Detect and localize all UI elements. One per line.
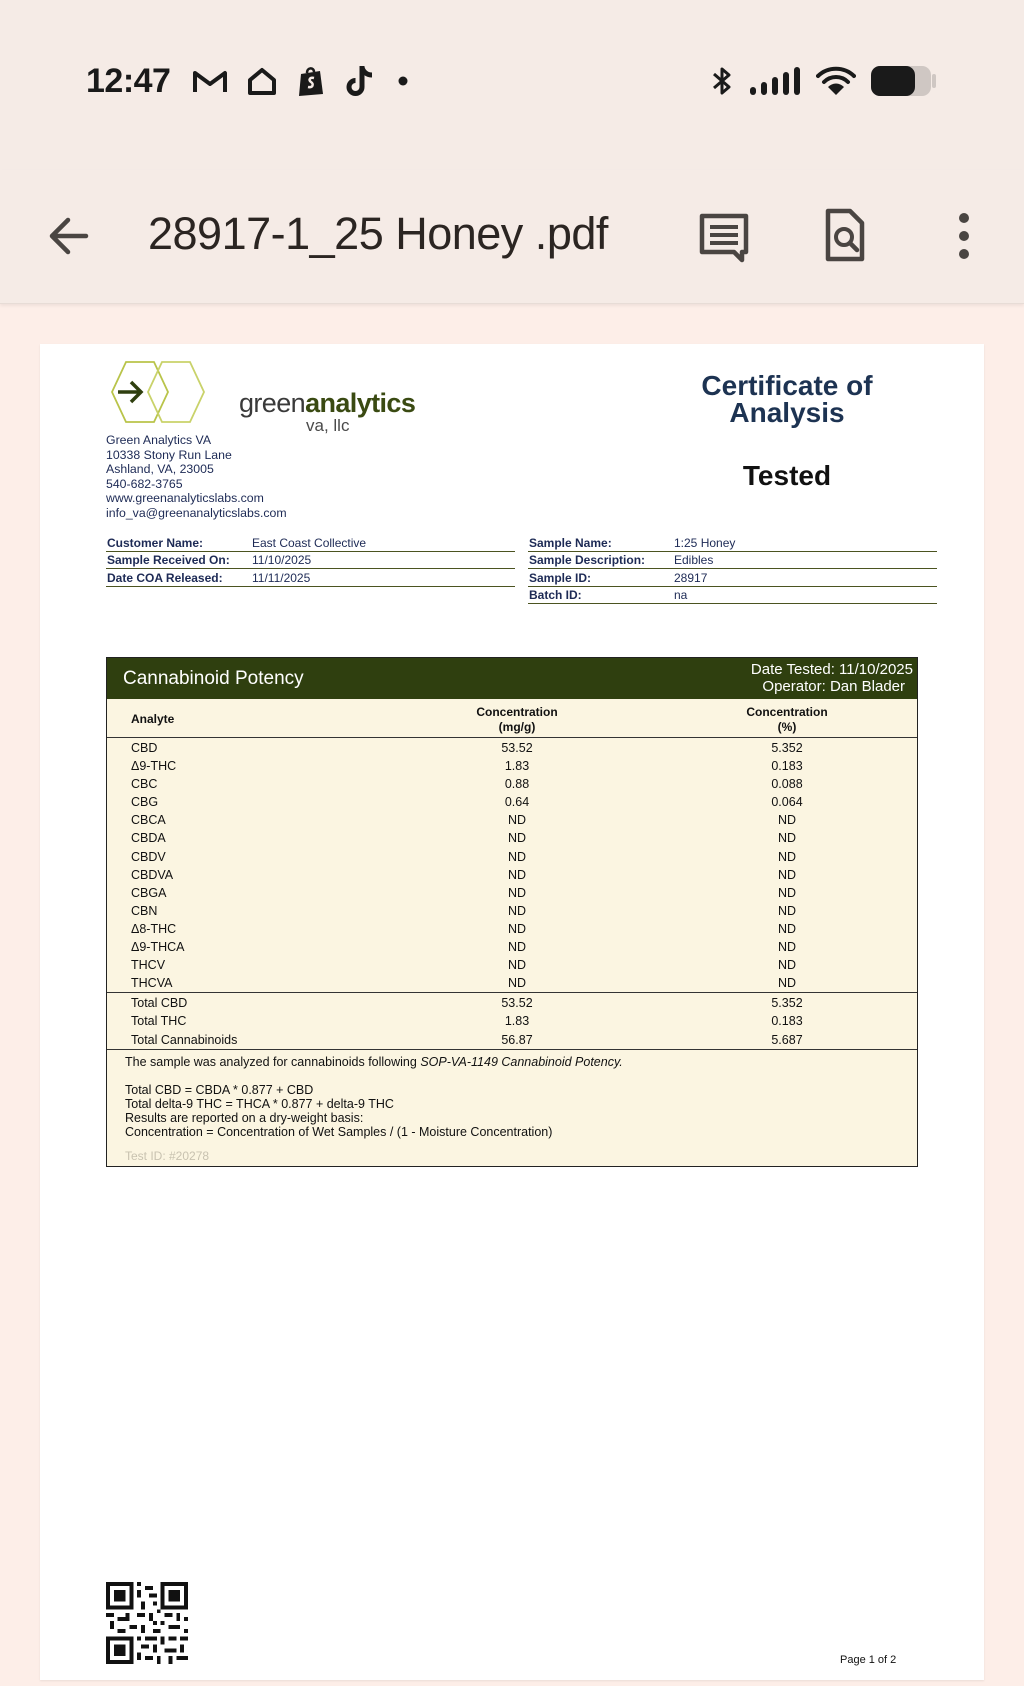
more-options-icon[interactable] — [934, 206, 994, 266]
table-row: Δ9-THCA ND ND — [131, 940, 797, 955]
lab-address: Green Analytics VA 10338 Stony Run Lane Ashland, VA, 23005 540-682-3765 www.greenanalyticslabs.com info_va@greenanalyticslabs.com — [106, 433, 287, 520]
info-row: Sample Name: 1:25 Honey — [528, 534, 937, 552]
table-row: THCVA ND ND — [131, 976, 797, 991]
table-row: Δ9-THC 1.83 0.183 — [131, 759, 803, 774]
formula-line: Concentration = Concentration of Wet Samples / (1 - Moisture Concentration) — [125, 1124, 553, 1139]
status-bar — [0, 0, 1024, 170]
table-row: CBDA ND ND — [131, 831, 797, 846]
notification-icons — [192, 64, 412, 98]
table-row: CBC 0.88 0.088 — [131, 777, 803, 792]
dot-icon — [394, 72, 412, 90]
table-row: Δ8-THC ND ND — [131, 921, 797, 936]
table-row: CBCA ND ND — [131, 813, 797, 828]
info-row: Customer Name: East Coast Collective — [106, 534, 515, 552]
info-row: Batch ID: na — [528, 587, 937, 605]
tiktok-icon — [344, 64, 376, 98]
totals-rows — [107, 992, 917, 1049]
info-row: Sample ID: 28917 — [528, 569, 937, 587]
potency-notes — [107, 1050, 917, 1163]
gmail-icon — [192, 67, 228, 95]
document-title: 28917-1_25 Honey .pdf — [148, 208, 608, 259]
qr-code-icon — [106, 1582, 188, 1664]
table-row: CBD 53.52 5.352 — [131, 741, 803, 755]
comment-icon[interactable] — [694, 206, 754, 266]
lab-logo — [104, 358, 416, 435]
status-time: 12:47 — [86, 62, 171, 100]
col-concentration-mg: Concentration (mg/g) — [476, 705, 558, 734]
logo-subtitle: va, llc — [306, 416, 350, 435]
total-row: Total THC 1.83 0.183 — [131, 1014, 803, 1029]
info-row: Sample Received On: 11/10/2025 — [106, 552, 515, 570]
logo-name: greenanalytics — [239, 388, 416, 418]
lab-website: www.greenanalyticslabs.com — [106, 491, 264, 506]
page-number: Page 1 of 2 — [840, 1654, 897, 1666]
certificate-title: Certificate of Analysis — [701, 370, 873, 428]
signal-icon — [748, 65, 802, 97]
total-row: Total CBD 53.52 5.352 — [131, 996, 803, 1011]
table-row: THCV ND ND — [131, 958, 797, 973]
analyte-rows — [107, 738, 917, 992]
info-row: Date COA Released: 11/11/2025 — [106, 569, 515, 587]
column-headers — [107, 699, 917, 738]
method-note: The sample was analyzed for cannabinoids following SOP-VA-1149 Cannabinoid Potency. — [125, 1054, 623, 1069]
date-tested: Date Tested: 11/10/2025 — [750, 661, 913, 678]
back-arrow-icon[interactable] — [44, 210, 96, 262]
table-row: CBN ND ND — [131, 903, 797, 918]
table-row: CBG 0.64 0.064 — [131, 795, 803, 810]
formula-line: Total CBD = CBDA * 0.877 + CBD — [125, 1082, 314, 1097]
operator: Operator: Dan Blader — [762, 678, 905, 695]
total-row: Total Cannabinoids 56.87 5.687 — [131, 1032, 803, 1047]
col-concentration-pct: Concentration (%) — [746, 705, 828, 734]
sample-info-table — [528, 534, 937, 604]
table-row: CBGA ND ND — [131, 885, 797, 900]
lab-email: info_va@greenanalyticslabs.com — [106, 505, 287, 520]
customer-info-table — [106, 534, 515, 587]
potency-title: Cannabinoid Potency — [123, 668, 304, 689]
hexagon-arrow-icon — [104, 358, 234, 428]
info-row: Sample Description: Edibles — [528, 552, 937, 570]
formula-line: Total delta-9 THC = THCA * 0.877 + delta-9 THC — [125, 1096, 394, 1111]
cannabinoid-potency-table — [106, 657, 918, 1167]
wifi-icon — [816, 65, 856, 97]
shopify-icon — [296, 65, 326, 97]
formula-line: Results are reported on a dry-weight basis: — [125, 1110, 364, 1125]
table-row: CBDVA ND ND — [131, 867, 797, 882]
pdf-page — [40, 344, 984, 1680]
col-analyte: Analyte — [131, 712, 175, 726]
test-id: Test ID: #20278 — [125, 1148, 210, 1163]
potency-meta — [751, 661, 913, 695]
battery-icon — [870, 64, 938, 98]
find-in-document-icon[interactable] — [814, 206, 874, 266]
table-row: CBDV ND ND — [131, 849, 797, 864]
bluetooth-icon — [710, 65, 734, 97]
home-icon — [246, 66, 278, 96]
certificate-status: Tested — [742, 460, 832, 491]
app-bar — [0, 170, 1024, 304]
potency-header — [107, 658, 917, 699]
system-icons — [710, 64, 938, 98]
